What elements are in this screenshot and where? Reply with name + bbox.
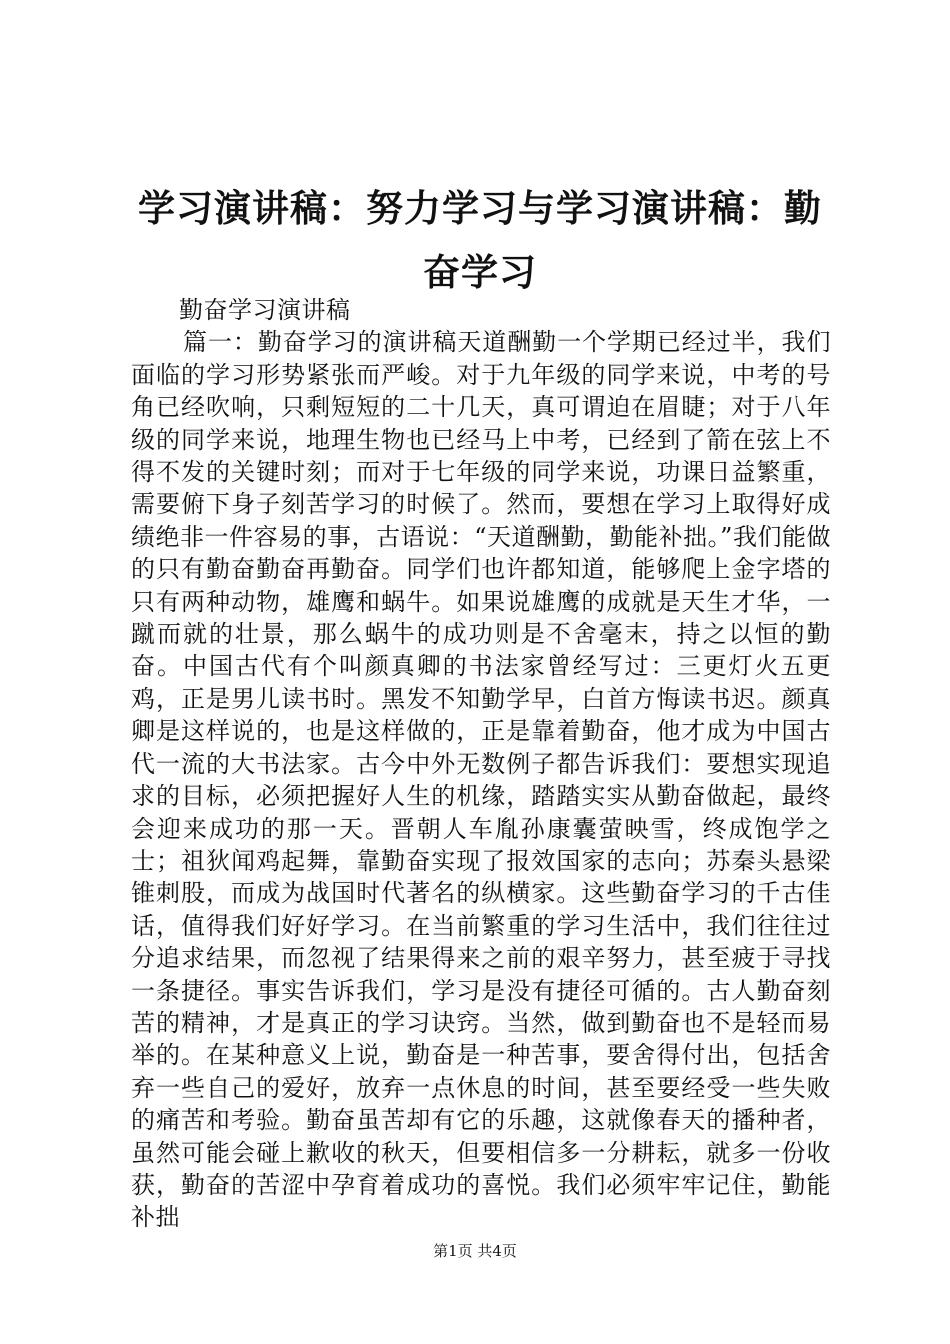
document-body (131, 294, 831, 1234)
document-paragraph: 篇一：勤奋学习的演讲稿天道酬勤一个学期已经过半，我们面临的学习形势紧张而严峻。对于九年级的同学来说，中考的号角已经吹响，只剩短短的二十几天，真可谓迫在眉睫；对于八年级的同学来说，地理生物也已经马上中考，已经到了箭在弦上不得不发的关键时刻；而对于七年级的同学来说，功课日益繁重，需要俯下身子刻苦学习的时候了。然而，要想在学习上取得好成绩绝非一件容易的事，古语说：“天道酬勤，勤能补拙。”我们能做的只有勤奋勤奋再勤奋。同学们也许都知道，能够爬上金字塔的只有两种动物，雄鹰和蜗牛。如果说雄鹰的成就是天生才华，一蹴而就的壮景，那么蜗牛的成功则是不舍毫末，持之以恒的勤奋。中国古代有个叫颜真卿的书法家曾经写过：三更灯火五更鸡，正是男儿读书时。黑发不知勤学早，白首方悔读书迟。颜真卿是这样说的，也是这样做的，正是靠着勤奋，他才成为中国古代一流的大书法家。古今中外无数例子都告诉我们：要想实现追求的目标，必须把握好人生的机缘，踏踏实实从勤奋做起，最终会迎来成功的那一天。晋朝人车胤孙康囊萤映雪，终成饱学之士；祖狄闻鸡起舞，靠勤奋实现了报效国家的志向；苏秦头悬梁锥刺股，而成为战国时代著名的纵横家。这些勤奋学习的千古佳话，值得我们好好学习。在当前繁重的学习生活中，我们往往过分追求结果，而忽视了结果得来之前的艰辛努力，甚至疲于寻找一条捷径。事实告诉我们，学习是没有捷径可循的。古人勤奋刻苦的精神，才是真正的学习诀窍。当然，做到勤奋也不是轻而易举的。在某种意义上说，勤奋是一种苦事，要舍得付出，包括舍弃一些自己的爱好，放弃一点休息的时间，甚至要经受一些失败的痛苦和考验。勤奋虽苦却有它的乐趣，这就像春天的播种者，虽然可能会碰上歉收的秋天，但要相信多一分耕耘，就多一份收获，勤奋的苦涩中孕育着成功的喜悦。我们必须牢牢记住，勤能补拙 (131, 328, 831, 1232)
page-footer: 第1页 共4页 (433, 1242, 517, 1260)
document-title: 学习演讲稿：努力学习与学习演讲稿：勤奋学习 (138, 186, 822, 294)
document-subheading: 勤奋学习演讲稿 (179, 296, 351, 324)
